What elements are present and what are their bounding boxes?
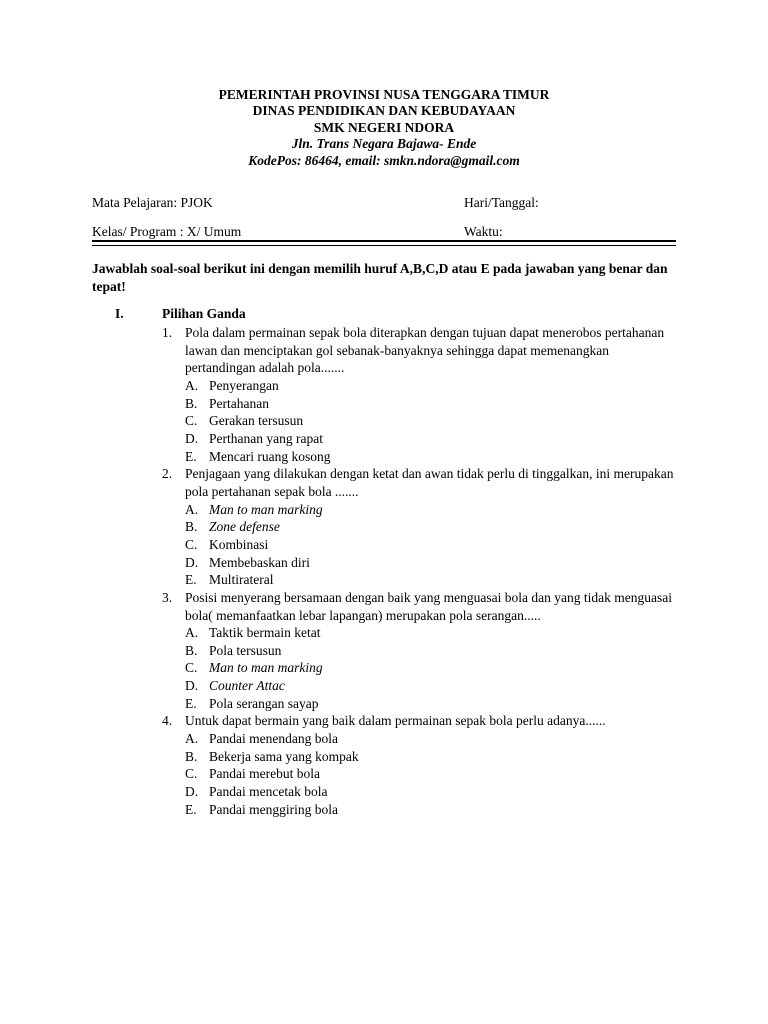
option-letter: E. [185, 801, 197, 817]
option-text: Zone defense [209, 519, 280, 535]
option-letter: E. [185, 448, 197, 464]
option-c [185, 765, 682, 783]
option-text: Multirateral [209, 572, 274, 588]
question-text: Posisi menyerang bersamaan dengan baik yang menguasai bola dan yang tidak menguasai bola( memanfaatkan lebar lapangan) merupakan pola serangan..... [185, 589, 672, 623]
option-letter: B. [185, 642, 198, 658]
header-divider-thick [92, 240, 676, 242]
option-text: Pandai merebut bola [209, 766, 320, 782]
option-text: Pandai menendang bola [209, 731, 338, 747]
option-letter: D. [185, 784, 199, 800]
option-c [185, 412, 682, 430]
header-divider-thin [92, 245, 676, 246]
option-d [185, 430, 682, 448]
option-e [185, 695, 682, 713]
question-list [162, 324, 682, 818]
option-letter: C. [185, 536, 198, 552]
option-text: Perthanan yang rapat [209, 430, 323, 446]
option-e [185, 801, 682, 819]
option-text: Kombinasi [209, 536, 269, 552]
option-d [185, 677, 682, 695]
option-text: Pandai menggiring bola [209, 801, 338, 817]
class-program-label: Kelas/ Program : X/ Umum [92, 224, 242, 239]
option-e [185, 571, 682, 589]
option-b [185, 395, 682, 413]
option-text: Man to man marking [209, 660, 323, 676]
option-letter: C. [185, 660, 198, 676]
option-c [185, 659, 682, 677]
option-a [185, 501, 682, 519]
option-text: Penyerangan [209, 377, 279, 393]
question-3 [162, 589, 682, 713]
option-letter: D. [185, 554, 199, 570]
option-e [185, 448, 682, 466]
option-letter: A. [185, 377, 199, 393]
school-letterhead [0, 87, 768, 169]
question-4 [162, 712, 682, 818]
option-b [185, 748, 682, 766]
question-2 [162, 465, 682, 589]
header-department: DINAS PENDIDIKAN DAN KEBUDAYAAN [252, 103, 516, 119]
option-letter: C. [185, 413, 198, 429]
question-text: Pola dalam permainan sepak bola diterapkan dengan tujuan dapat menerobos pertahanan lawan dan menciptakan gol sebanak-banyaknya sehingga dapat memenangkan pertandingan adalah pola....... [185, 325, 665, 376]
question-number: 4. [162, 713, 173, 729]
option-text: Pandai mencetak bola [209, 784, 328, 800]
option-text: Man to man marking [209, 501, 323, 517]
question-text: Untuk dapat bermain yang baik dalam permainan sepak bola perlu adanya...... [185, 713, 606, 729]
section-title: Pilihan Ganda [162, 306, 246, 321]
option-b [185, 642, 682, 660]
section-number: I. [115, 306, 124, 321]
subject-label: Mata Pelajaran: PJOK [92, 195, 213, 210]
question-1 [162, 324, 682, 465]
option-letter: E. [185, 695, 197, 711]
option-letter: B. [185, 748, 198, 764]
day-date-label: Hari/Tanggal: [464, 195, 539, 210]
option-text: Pertahanan [209, 395, 269, 411]
exam-instruction: Jawablah soal-soal berikut ini dengan memilih huruf A,B,C,D atau E pada jawaban yang benar dan tepat! [92, 261, 668, 294]
option-letter: A. [185, 731, 199, 747]
option-letter: A. [185, 625, 199, 641]
question-number: 3. [162, 589, 173, 605]
option-b [185, 518, 682, 536]
option-text: Gerakan tersusun [209, 413, 304, 429]
option-a [185, 730, 682, 748]
question-text: Penjagaan yang dilakukan dengan ketat dan awan tidak perlu di tinggalkan, ini merupakan pola pertahanan sepak bola ....... [185, 466, 674, 499]
header-address: Jln. Trans Negara Bajawa- Ende [291, 136, 477, 152]
option-text: Membebaskan diri [209, 554, 310, 570]
option-text: Counter Attac [209, 678, 285, 694]
option-letter: A. [185, 501, 199, 517]
question-number: 1. [162, 325, 173, 340]
time-label: Waktu: [464, 224, 503, 239]
header-government: PEMERINTAH PROVINSI NUSA TENGGARA TIMUR [218, 87, 550, 102]
option-d [185, 554, 682, 572]
option-text: Bekerja sama yang kompak [209, 748, 359, 764]
option-c [185, 536, 682, 554]
option-letter: B. [185, 519, 198, 535]
option-letter: E. [185, 572, 197, 588]
header-school-name: SMK NEGERI NDORA [313, 119, 455, 135]
option-text: Pola serangan sayap [209, 695, 319, 711]
option-text: Mencari ruang kosong [209, 448, 331, 464]
header-contact: KodePos: 86464, email: smkn.ndora@gmail.com [248, 152, 520, 168]
option-letter: B. [185, 395, 198, 411]
option-letter: D. [185, 430, 199, 446]
option-a [185, 377, 682, 395]
question-number: 2. [162, 466, 173, 482]
option-a [185, 624, 682, 642]
option-text: Pola tersusun [209, 642, 282, 658]
option-letter: D. [185, 678, 199, 694]
option-d [185, 783, 682, 801]
option-text: Taktik bermain ketat [209, 625, 321, 641]
option-letter: C. [185, 766, 198, 782]
